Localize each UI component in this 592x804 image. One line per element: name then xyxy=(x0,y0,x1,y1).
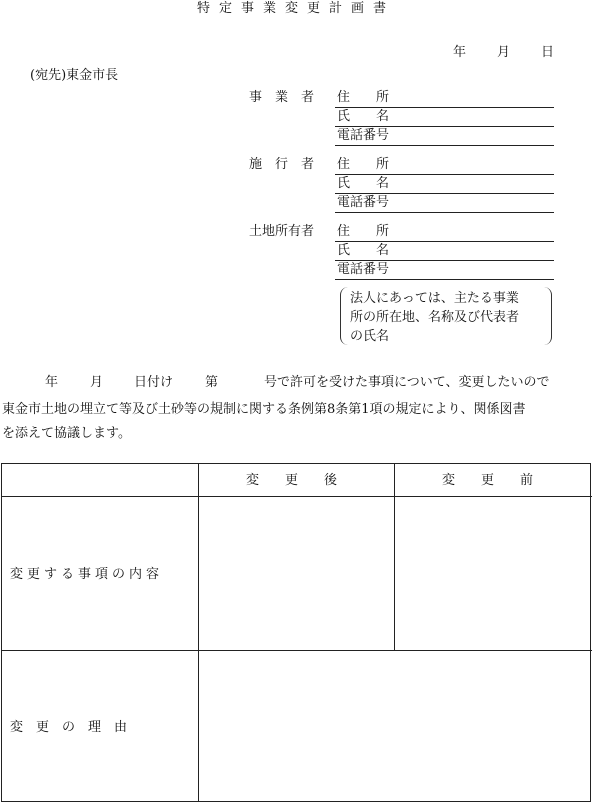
date-year-label: 年 xyxy=(453,45,467,60)
name-field-line xyxy=(335,260,554,261)
changed-before-cell[interactable] xyxy=(395,497,590,650)
applicant-role-landowner: 土地所有者 xyxy=(249,224,315,239)
address-field-line xyxy=(335,174,554,175)
phone-field-line xyxy=(335,212,554,213)
page-title: 特定事業変更計画書 xyxy=(196,1,395,16)
corporate-note-line: の氏名 xyxy=(350,329,390,344)
table-header-before: 変 更 前 xyxy=(442,473,534,488)
corporate-note-line: 所の所在地、名称及び代表者 xyxy=(350,310,520,325)
address-label: 住 所 xyxy=(337,157,390,172)
applicant-role-contractor: 施 行 者 xyxy=(249,157,315,172)
name-field-line xyxy=(335,126,554,127)
corporate-note-line: 法人にあっては、主たる事業 xyxy=(350,291,519,306)
body-number-prefix: 第 xyxy=(205,375,219,390)
table-header-after: 変 更 後 xyxy=(246,473,338,488)
applicant-role-business: 事 業 者 xyxy=(249,90,315,105)
changed-after-cell[interactable] xyxy=(199,497,394,650)
address-label: 住 所 xyxy=(337,224,390,239)
table-row-label-reason: 変 更 の 理 由 xyxy=(10,720,128,735)
phone-field-line xyxy=(335,145,554,146)
phone-field-line xyxy=(335,279,554,280)
body-line-2: 東金市土地の埋立て等及び土砂等の規制に関する条例第8条第1項の規定により、関係図書 xyxy=(2,402,526,417)
address-label: 住 所 xyxy=(337,90,390,105)
name-label: 氏 名 xyxy=(337,243,390,258)
body-line-1-text: 号で許可を受けた事項について、変更したいので xyxy=(264,375,550,390)
phone-label: 電話番号 xyxy=(337,262,390,277)
phone-label: 電話番号 xyxy=(337,128,390,143)
change-details-table xyxy=(1,463,591,802)
body-month-label: 月 xyxy=(90,375,104,390)
address-field-line xyxy=(335,107,554,108)
date-month-label: 月 xyxy=(497,45,511,60)
name-field-line xyxy=(335,193,554,194)
name-label: 氏 名 xyxy=(337,176,390,191)
table-row-label-content: 変更する事項の内容 xyxy=(10,567,164,582)
phone-label: 電話番号 xyxy=(337,195,390,210)
body-date-label: 日付け xyxy=(134,375,174,390)
body-year-label: 年 xyxy=(45,375,59,390)
name-label: 氏 名 xyxy=(337,109,390,124)
date-day-label: 日 xyxy=(541,45,555,60)
change-reason-cell[interactable] xyxy=(199,651,590,801)
addressee: (宛先)東金市長 xyxy=(30,68,119,83)
address-field-line xyxy=(335,241,554,242)
body-line-3: を添えて協議します。 xyxy=(2,426,131,441)
